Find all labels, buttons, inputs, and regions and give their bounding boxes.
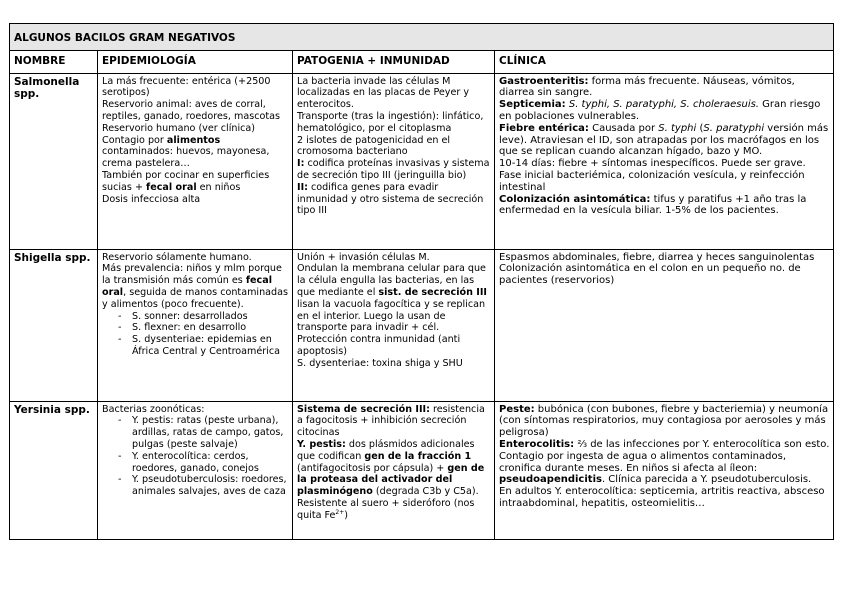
species-list bbox=[102, 311, 289, 358]
text-line: Enterocolitis: ⅔ de las infecciones por Y. enterocolítica son esto. Contagio por ingesta de agua o alimentos contaminados, cronifica durante meses. En niños si afecta al íleon: pseudoapendicitis. Clínica parecida a Y. pseudotuberculosis. bbox=[499, 438, 830, 486]
text-line: Septicemia: S. typhi, S. paratyphi, S. choleraesuis. Gran riesgo en poblaciones vulnerables. bbox=[499, 99, 821, 122]
table-row-salmonella bbox=[10, 73, 834, 249]
header-patogenia: PATOGENIA + INMUNIDAD bbox=[293, 50, 495, 73]
text-line: En adultos Y. enterocolítica: septicemia, artritis reactiva, absceso intraabdominal, hepatitis, osteomielitis… bbox=[499, 486, 825, 509]
list-item: - S. dysenteriae: epidemias en África Central y Centroamérica bbox=[132, 334, 289, 358]
table-row-shigella bbox=[10, 249, 834, 401]
header-nombre: NOMBRE bbox=[10, 50, 98, 73]
pathogenesis-cell bbox=[293, 249, 495, 401]
clinical-cell bbox=[495, 249, 834, 401]
list-item: - S. sonner: desarrollados bbox=[132, 311, 289, 323]
text-line: La más frecuente: entérica (+2500 serotipos) bbox=[102, 75, 271, 99]
text-line: Espasmos abdominales, fiebre, diarrea y heces sanguinolentas bbox=[499, 251, 815, 263]
text-line: Colonización asintomática en el colon en un pequeño no. de pacientes (reservorios) bbox=[499, 263, 801, 287]
list-item: - S. flexner: en desarrollo bbox=[132, 322, 289, 334]
text-line: También por cocinar en superficies sucias + fecal oral en niños bbox=[102, 169, 270, 193]
text-line: Fase inicial bacteriémica, colonización vesícula, y reinfección intestinal bbox=[499, 169, 805, 193]
pathogenesis-cell bbox=[293, 73, 495, 249]
text-line: Sistema de secreción III: resistencia a fagocitosis + inhibición secreción citocinas bbox=[297, 403, 485, 439]
text-line: Dosis infecciosa alta bbox=[102, 193, 201, 205]
epidemiology-cell bbox=[98, 249, 293, 401]
text-line: Ondulan la membrana celular para que la célula engulla las bacterias, en las que mediante el sist. de secreción III lisan la vacuola fagocítica y se replican en el interior. Luego la usan de transporte para invadir + cél. bbox=[297, 263, 488, 334]
row-name: Salmonella spp. bbox=[10, 73, 98, 249]
row-name: Shigella spp. bbox=[10, 249, 98, 401]
text-line: Más prevalencia: niños y mlm porque la transmisión más común es fecal oral, seguida de manos contaminadas y alimentos (poco frecuente). bbox=[102, 263, 289, 310]
text-line: Reservorio animal: aves de corral, reptiles, ganado, roedores, mascotas bbox=[102, 99, 281, 122]
row-name: Yersinia spp. bbox=[10, 401, 98, 539]
text-line: 2 islotes de patogenicidad en el cromosoma bacteriano bbox=[297, 134, 451, 158]
text-line: II: codifica genes para evadir inmunidad y otro sistema de secreción tipo III bbox=[297, 181, 484, 217]
text-line: Fiebre entérica: Causada por S. typhi (S. paratyphi versión más leve). Atraviesan el ID, son atrapadas por los macrófagos en los que se replican cuando alcanzan hígado, bazo y MO. bbox=[499, 122, 829, 158]
table-title: ALGUNOS BACILOS GRAM NEGATIVOS bbox=[10, 24, 834, 51]
text-line: Unión + invasión células M. bbox=[297, 251, 430, 263]
text-line: Peste: bubónica (con bubones, fiebre y bacteriemia) y neumonía (con síntomas respiratorios, muy contagiosa por aerosoles y más peligrosa) bbox=[499, 403, 829, 439]
text-line: S. dysenteriae: toxina shiga y SHU bbox=[297, 357, 463, 369]
epidemiology-cell bbox=[98, 73, 293, 249]
text-line: Reservorio sólamente humano. bbox=[102, 251, 252, 263]
text-line: Bacterias zoonóticas: bbox=[102, 403, 205, 415]
bacilli-table bbox=[9, 23, 834, 540]
header-epidemiologia: EPIDEMIOLOGÍA bbox=[98, 50, 293, 73]
list-item: - Y. enterocolítica: cerdos, roedores, ganado, conejos bbox=[132, 451, 289, 475]
text-line: La bacteria invade las células M localizadas en las placas de Peyer y enterocitos. bbox=[297, 75, 470, 111]
text-line: Gastroenteritis: forma más frecuente. Náuseas, vómitos, diarrea sin sangre. bbox=[499, 75, 795, 99]
pathogenesis-cell bbox=[293, 401, 495, 539]
text-line: Reservorio humano (ver clínica) bbox=[102, 122, 256, 134]
table-title-row bbox=[10, 24, 834, 51]
species-list bbox=[102, 415, 289, 498]
text-line: I: codifica proteínas invasivas y sistema de secreción tipo III (jeringuilla bio) bbox=[297, 158, 490, 181]
table-row-yersinia bbox=[10, 401, 834, 539]
list-item: - Y. pestis: ratas (peste urbana), ardillas, ratas de campo, gatos, pulgas (peste salvaje) bbox=[132, 415, 289, 450]
text-line: Protección contra inmunidad (anti apoptosis) bbox=[297, 334, 461, 357]
text-line: Y. pestis: dos plásmidos adicionales que codifican gen de la fracción 1 (antifagocitosis por cápsula) + gen de la proteasa del activador del plasminógeno (degrada C3b y C5a). Resistente al suero + sideróforo (nos quita $Fe^{2+}$) bbox=[297, 438, 485, 521]
clinical-cell bbox=[495, 73, 834, 249]
header-row bbox=[10, 50, 834, 73]
list-item: - Y. pseudotuberculosis: roedores, animales salvajes, aves de caza bbox=[132, 474, 289, 498]
text-line: 10-14 días: fiebre + síntomas inespecíficos. Puede ser grave. bbox=[499, 158, 806, 170]
epidemiology-cell bbox=[98, 401, 293, 539]
text-line: Contagio por alimentos contaminados: huevos, mayonesa, crema pastelera… bbox=[102, 134, 270, 170]
header-clinica: CLÍNICA bbox=[495, 50, 834, 73]
text-line: Transporte (tras la ingestión): linfático, hematológico, por el citoplasma bbox=[297, 110, 484, 134]
clinical-cell bbox=[495, 401, 834, 539]
text-line: Colonización asintomática: tifus y paratifus +1 año tras la enfermedad en la vesícula biliar. 1-5% de los pacientes. bbox=[499, 193, 807, 217]
